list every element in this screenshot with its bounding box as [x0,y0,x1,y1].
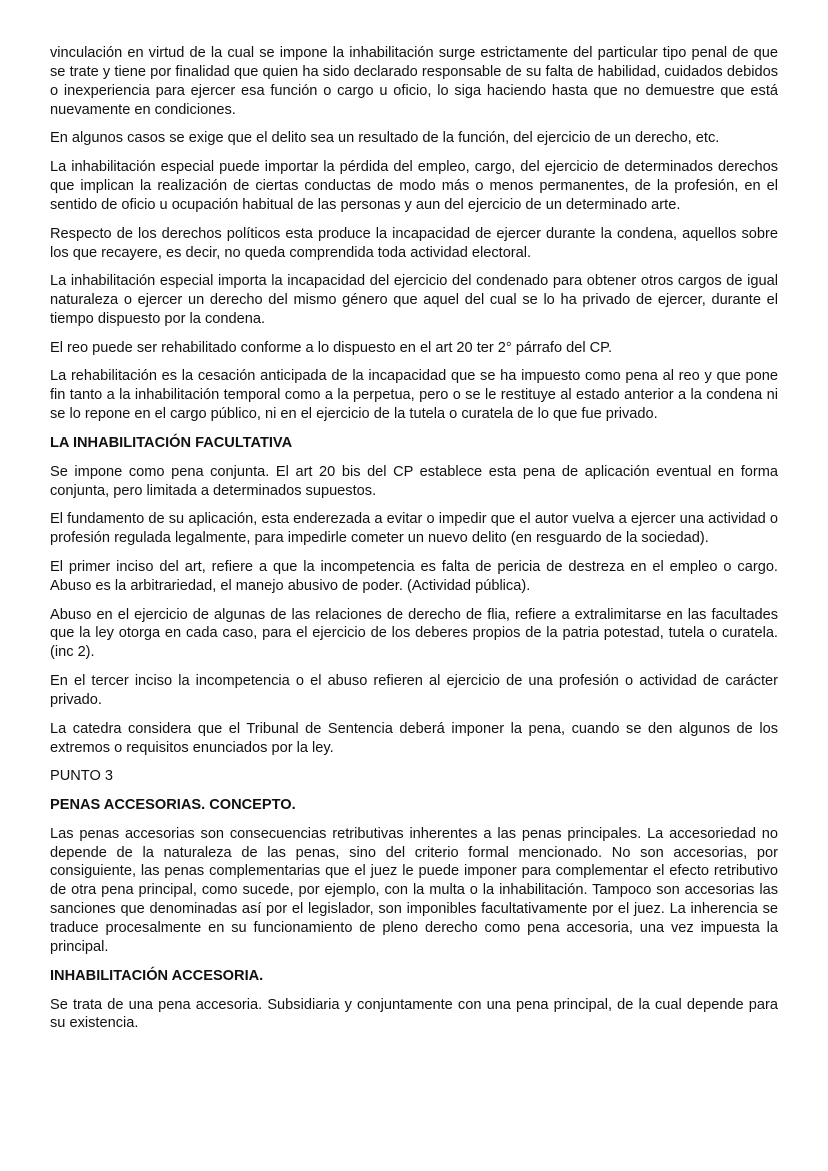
section-heading-penas-accesorias: PENAS ACCESORIAS. CONCEPTO. [50,796,296,813]
paragraph-pena-accesoria-subsidiaria: Se trata de una pena accesoria. Subsidiaria y conjuntamente con una pena principal, de la cual depende para su existencia. [50,996,778,1032]
paragraph-pena-conjunta: Se impone como pena conjunta. El art 20 bis del CP establece esta pena de aplicación eventual en forma conjunta, pero limitada a determinados supuestos. [50,463,778,499]
paragraph-penas-accesorias: Las penas accesorias son consecuencias retributivas inherentes a las penas principales. La accesoriedad no depende de la naturaleza de las penas, sino del criterio formal mencionado. No son accesorias, por consiguiente, las penas complementarias que el juez le puede imponer para complementar el efecto retributivo de otra pena principal, como sucede, por ejemplo, con la multa o la inhabilitación. Tampoco son accesorias las sanciones que denominadas así por el legislador, son imponibles facultativamente por el juez. La inherencia se traduce procesalmente en su funcionamiento de pleno derecho como pena accesoria, una vez impuesta la principal. [50,825,778,956]
paragraph-abuso-flia: Abuso en el ejercicio de algunas de las relaciones de derecho de flia, refiere a extralimitarse en las facultades que la ley otorga en cada caso, para el ejercicio de los deberes propios de la patria potestad, tutela o curatela. (inc 2). [50,606,778,661]
paragraph-inhabilitacion-vinculacion: vinculación en virtud de la cual se impone la inhabilitación surge estrictamente del particular tipo penal de que se trate y tiene por finalidad que quien ha sido declarado responsable de su falta de habilidad, cuidados debidos o inexperiencia para ejercer esa función o cargo u oficio, lo siga haciendo hasta que no demuestre que está nuevamente en condiciones. [50,45,778,118]
paragraph-derechos-politicos: Respecto de los derechos políticos esta produce la incapacidad de ejercer durante la condena, aquellos sobre los que recayere, es decir, no queda comprendida toda actividad electoral. [50,225,778,261]
paragraph-fundamento-aplicacion: El fundamento de su aplicación, esta enderezada a evitar o impedir que el autor vuelva a ejercer una actividad o profesión regulada legalmente, para impedirle cometer un nuevo delito (en resguardo de la sociedad). [50,511,778,547]
section-heading-inhabilitacion-accesoria: INHABILITACIÓN ACCESORIA. [50,967,264,984]
paragraph-inhabilitacion-especial-incapacidad: La inhabilitación especial importa la incapacidad del ejercicio del condenado para obtener otros cargos de igual naturaleza o ejercer un derecho del mismo género que aquel del cual se lo ha privado de ejercer, durante el tiempo dispuesto por la condena. [50,273,778,328]
document-page [50,44,778,1043]
paragraph-delito-resultado: En algunos casos se exige que el delito sea un resultado de la función, del ejercicio de un derecho, etc. [50,130,720,147]
paragraph-reo-rehabilitado: El reo puede ser rehabilitado conforme a lo dispuesto en el art 20 ter 2° párrafo del CP. [50,339,613,356]
punto-label: PUNTO 3 [50,768,113,785]
section-heading-inhabilitacion-facultativa: LA INHABILITACIÓN FACULTATIVA [50,434,293,451]
paragraph-primer-inciso: El primer inciso del art, refiere a que la incompetencia es falta de pericia de destreza en el empleo o cargo. Abuso es la arbitrariedad, el manejo abusivo de poder. (Actividad pública). [50,558,778,594]
paragraph-catedra-considera: La catedra considera que el Tribunal de Sentencia deberá imponer la pena, cuando se den algunos de los extremos o requisitos enunciados por la ley. [50,720,778,756]
paragraph-rehabilitacion-cesacion: La rehabilitación es la cesación anticipada de la incapacidad que se ha impuesto como pena al reo y que pone fin tanto a la inhabilitación temporal como a la perpetua, pero o se le restituye al estado anterior a la condena ni se lo repone en el cargo público, ni en el ejercicio de la tutela o curatela de lo que fue privado. [50,368,778,423]
paragraph-inhabilitacion-especial-perdida: La inhabilitación especial puede importar la pérdida del empleo, cargo, del ejercicio de determinados derechos que implican la realización de ciertas conductas de modo más o menos permanentes, de la profesión, en el sentido de oficio u ocupación habitual de las personas y aun del ejercicio de un determinado arte. [50,159,778,213]
paragraph-tercer-inciso: En el tercer inciso la incompetencia o el abuso refieren al ejercicio de una profesión o actividad de carácter privado. [50,673,778,708]
